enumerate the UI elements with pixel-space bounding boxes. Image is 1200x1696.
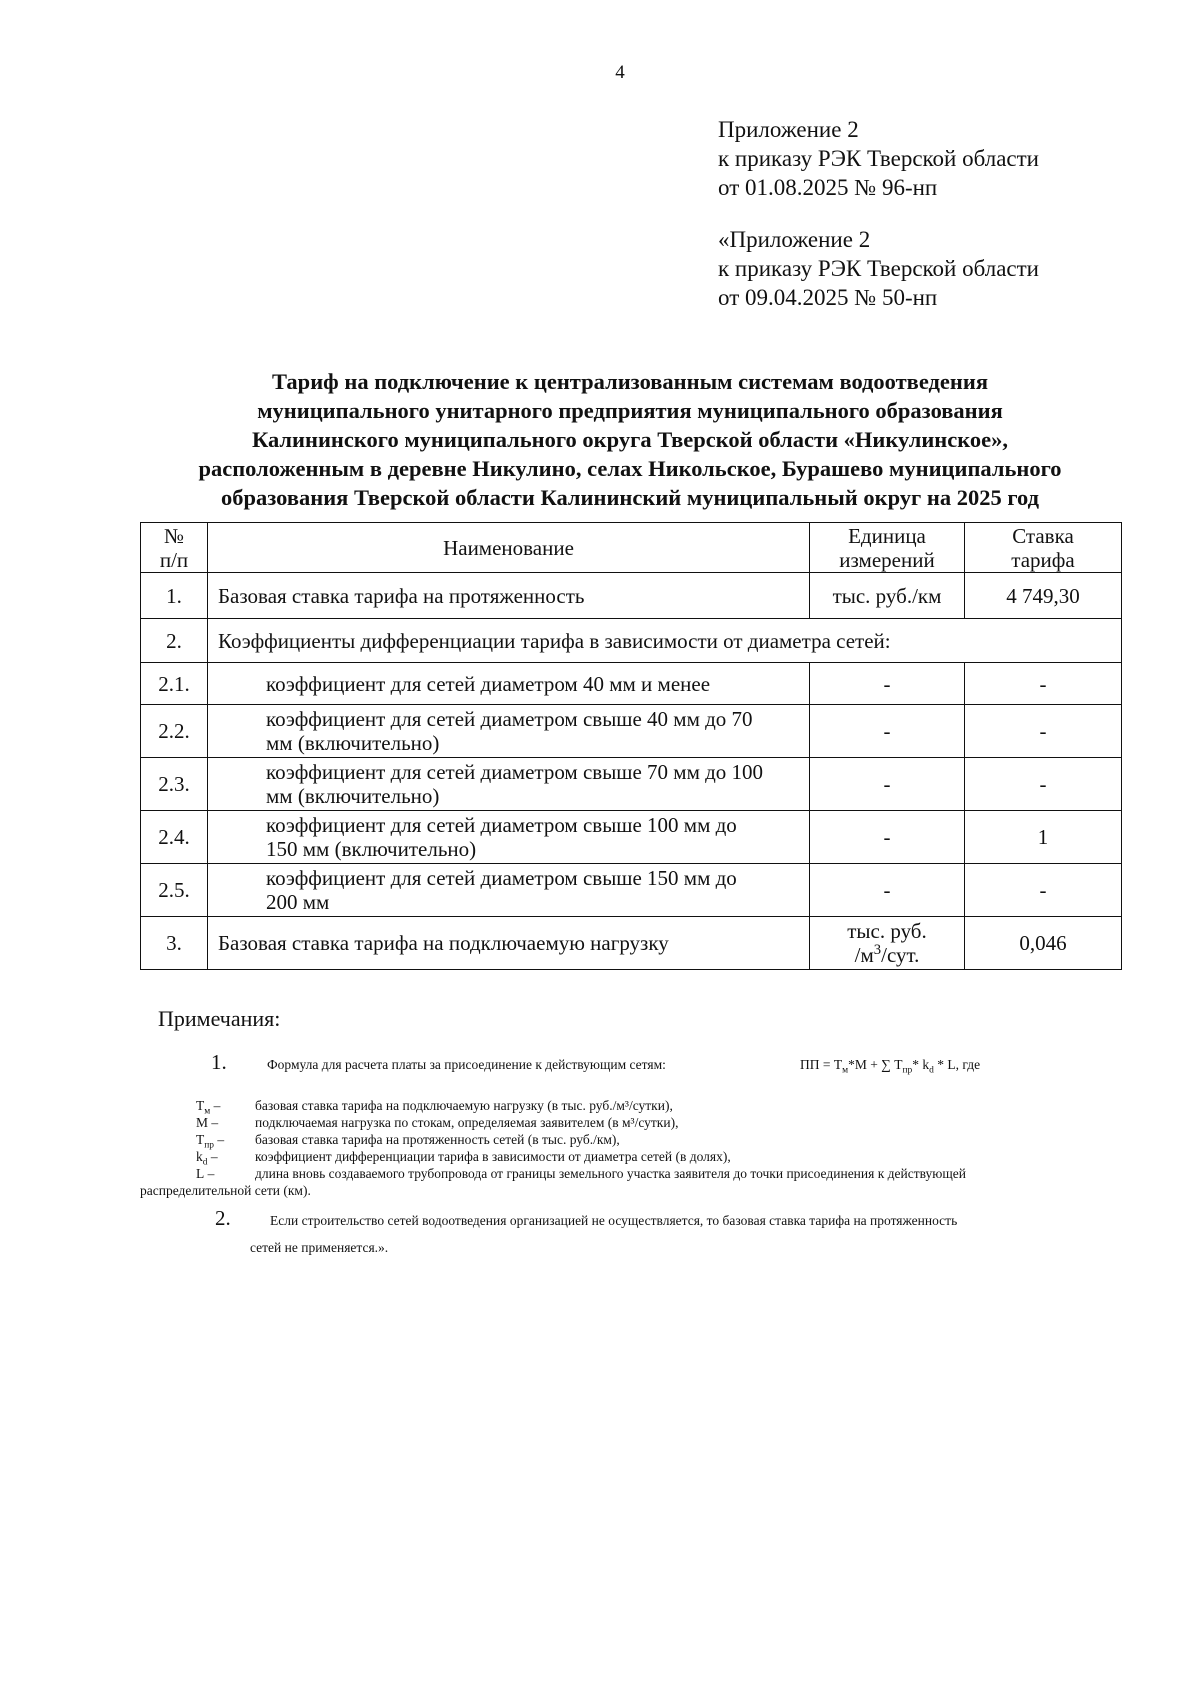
note-2-text: Если строительство сетей водоотведения организацией не осуществляется, то базовая ставка тарифа на протяженность	[270, 1213, 958, 1228]
row-unit: -	[810, 758, 965, 811]
symbol-text: L	[196, 1166, 205, 1181]
row-rate: -	[965, 758, 1122, 811]
row-name-line: мм (включительно)	[266, 731, 440, 755]
row-name-line: коэффициент для сетей диаметром свыше 150 мм до	[266, 866, 737, 890]
row-rate: 4 749,30	[965, 573, 1122, 619]
row-unit: -	[810, 864, 965, 917]
header-text: п/п	[159, 547, 189, 572]
title-line: образования Тверской области Калининский муниципальный округ на 2025 год	[220, 485, 1040, 510]
table-row	[141, 811, 1122, 864]
header-text: Единица	[848, 523, 926, 548]
formula-part: * k	[912, 1057, 930, 1072]
table-row	[141, 917, 1122, 970]
row-unit	[810, 917, 965, 970]
title-line: расположенным в деревне Никулино, селах Никольское, Бурашево муниципального	[198, 456, 1062, 481]
formula-part: *М + ∑ Т	[848, 1057, 903, 1072]
table-row	[141, 663, 1122, 705]
header-rate	[965, 523, 1122, 573]
header-text: №	[163, 523, 185, 548]
table-row	[141, 758, 1122, 811]
legend-text: длина вновь создаваемого трубопровода от границы земельного участка заявителя до точки присоединения к действующей	[255, 1166, 966, 1181]
symbol-text: Т	[196, 1098, 205, 1113]
row-rate: -	[965, 663, 1122, 705]
symbol-dash: –	[210, 1098, 221, 1113]
tariff-table	[140, 522, 1122, 970]
symbol-dash: –	[204, 1166, 215, 1181]
note-2-text: сетей не применяется.».	[250, 1240, 389, 1255]
symbol-sub: м	[204, 1106, 211, 1117]
legend-continuation: распределительной сети (км).	[140, 1183, 311, 1198]
row-rate: -	[965, 864, 1122, 917]
row-rate: 0,046	[965, 917, 1122, 970]
header-text: Ставка	[1012, 523, 1074, 548]
row-name	[208, 758, 810, 811]
symbol-text: М	[196, 1115, 209, 1130]
row-name: Коэффициенты дифференциации тарифа в зависимости от диаметра сетей:	[208, 619, 1122, 663]
title-line: муниципального унитарного предприятия муниципального образования	[257, 398, 1003, 423]
appendix-line: «Приложение 2	[718, 227, 871, 252]
formula-sub: пр	[902, 1065, 913, 1076]
note-number: 2.	[215, 1206, 231, 1230]
row-number: 2.1.	[141, 663, 208, 705]
header-number	[141, 523, 208, 573]
legend-symbol	[196, 1166, 214, 1182]
legend-symbol	[196, 1098, 221, 1117]
row-number: 2.4.	[141, 811, 208, 864]
appendix-line: от 09.04.2025 № 50-нп	[718, 285, 938, 310]
row-unit: -	[810, 811, 965, 864]
legend-text: базовая ставка тарифа на протяженность сетей (в тыс. руб./км),	[255, 1132, 620, 1147]
appendix-line: Приложение 2	[718, 117, 859, 142]
table-row	[141, 864, 1122, 917]
row-name-line: коэффициент для сетей диаметром свыше 40 мм до 70	[266, 707, 753, 731]
row-name	[208, 705, 810, 758]
row-number: 2.	[141, 619, 208, 663]
unit-text: /м	[854, 943, 874, 967]
row-name	[208, 811, 810, 864]
unit-line: тыс. руб.	[847, 919, 927, 943]
unit-line	[818, 943, 956, 967]
row-name: коэффициент для сетей диаметром 40 мм и менее	[208, 663, 810, 705]
legend-text: коэффициент дифференциации тарифа в зависимости от диаметра сетей (в долях),	[255, 1149, 731, 1164]
legend-symbol	[196, 1149, 218, 1168]
row-name-line: коэффициент для сетей диаметром свыше 100 мм до	[266, 813, 737, 837]
row-name-line: мм (включительно)	[266, 784, 440, 808]
title-line: Калининского муниципального округа Тверской области «Никулинское»,	[251, 427, 1009, 452]
appendix-line: от 01.08.2025 № 96-нп	[718, 175, 938, 200]
unit-text: /сут.	[881, 943, 920, 967]
table-header-row	[141, 523, 1122, 573]
row-number: 2.2.	[141, 705, 208, 758]
row-number: 2.5.	[141, 864, 208, 917]
table-row	[141, 573, 1122, 619]
row-name-line: 200 мм	[266, 890, 330, 914]
row-name-line: 150 мм (включительно)	[266, 837, 477, 861]
appendix-line: к приказу РЭК Тверской области	[718, 146, 1039, 171]
note-1-text: Формула для расчета платы за присоединение к действующим сетям:	[267, 1057, 666, 1072]
legend-text: подключаемая нагрузка по стокам, определяемая заявителем (в м³/сутки),	[255, 1115, 679, 1130]
header-text: измерений	[839, 547, 935, 572]
formula-part: ПП = Т	[800, 1057, 843, 1072]
symbol-sub: пр	[204, 1140, 215, 1151]
row-name: Базовая ставка тарифа на подключаемую нагрузку	[208, 917, 810, 970]
page-number: 4	[615, 62, 625, 83]
legend-symbol	[196, 1132, 225, 1151]
formula-sub: d	[929, 1065, 934, 1076]
formula-sub: м	[842, 1065, 849, 1076]
symbol-dash: –	[208, 1115, 219, 1130]
table-row	[141, 619, 1122, 663]
document-title	[130, 367, 1130, 512]
appendix-header-old	[718, 225, 1039, 312]
row-number: 2.3.	[141, 758, 208, 811]
header-text: тарифа	[1011, 547, 1075, 572]
row-name	[208, 864, 810, 917]
formula	[800, 1057, 981, 1076]
symbol-text: Т	[196, 1132, 205, 1147]
symbol-dash: –	[214, 1132, 225, 1147]
symbol-sub: d	[202, 1157, 208, 1168]
row-rate: 1	[965, 811, 1122, 864]
symbol-dash: –	[207, 1149, 218, 1164]
notes-title: Примечания:	[158, 1006, 281, 1031]
appendix-line: к приказу РЭК Тверской области	[718, 256, 1039, 281]
title-line: Тариф на подключение к централизованным системам водоотведения	[271, 369, 988, 394]
header-name: Наименование	[208, 523, 810, 573]
symbol-text: k	[196, 1149, 203, 1164]
row-unit: -	[810, 663, 965, 705]
row-unit: тыс. руб./км	[810, 573, 965, 619]
row-name: Базовая ставка тарифа на протяженность	[208, 573, 810, 619]
row-unit: -	[810, 705, 965, 758]
note-number: 1.	[211, 1050, 227, 1074]
row-number: 1.	[141, 573, 208, 619]
table-row	[141, 705, 1122, 758]
row-rate: -	[965, 705, 1122, 758]
legend-text: базовая ставка тарифа на подключаемую нагрузку (в тыс. руб./м³/сутки),	[255, 1098, 673, 1113]
header-unit	[810, 523, 965, 573]
row-number: 3.	[141, 917, 208, 970]
appendix-header-new	[718, 115, 1039, 202]
legend-symbol	[196, 1115, 218, 1131]
row-name-line: коэффициент для сетей диаметром свыше 70 мм до 100	[266, 760, 764, 784]
unit-superscript: 3	[873, 942, 882, 958]
formula-part: * L, где	[933, 1057, 981, 1072]
